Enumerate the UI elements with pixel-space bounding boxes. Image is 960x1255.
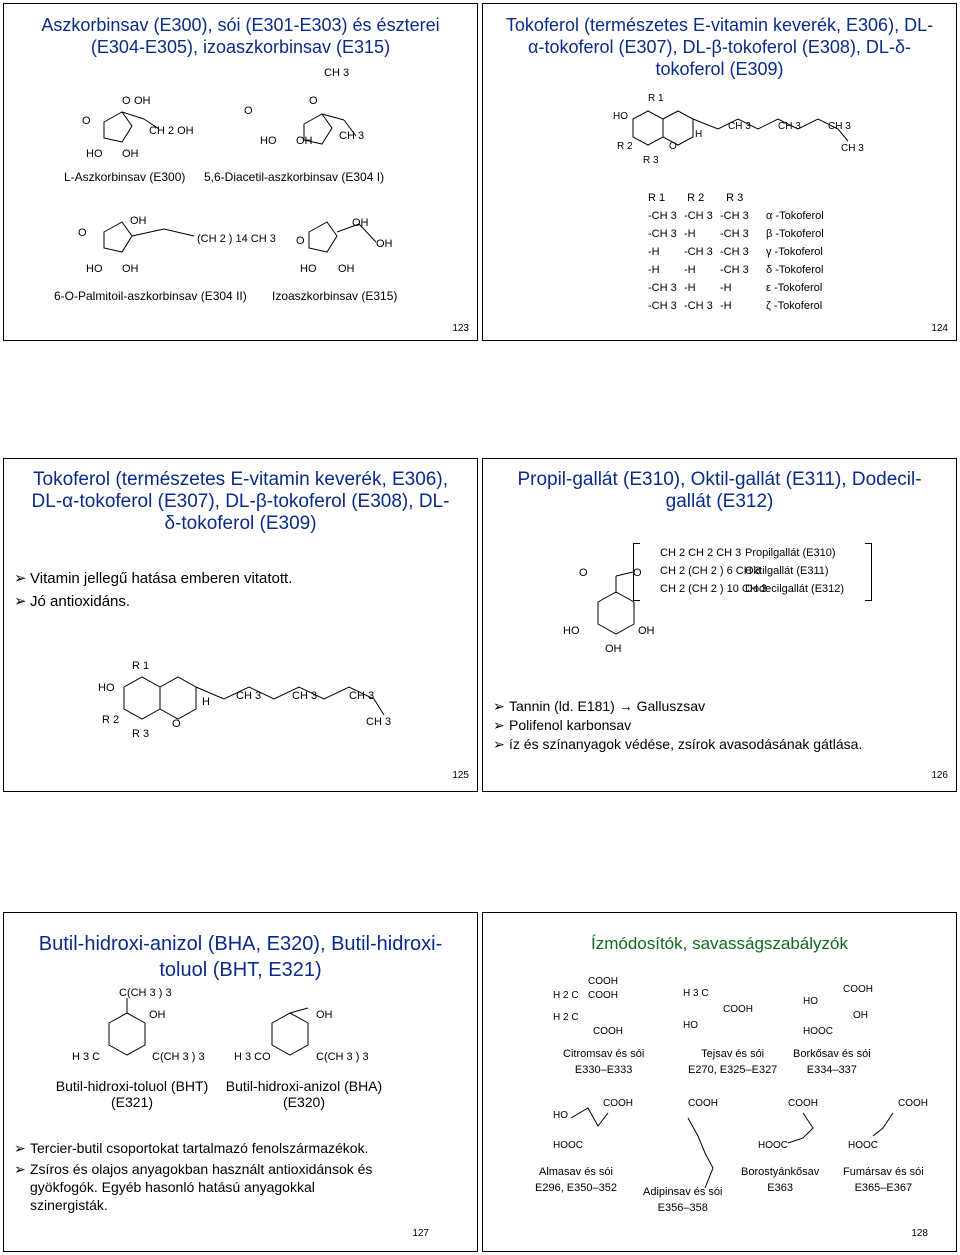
table-cell: -CH 3 bbox=[720, 210, 749, 222]
svg-text:CH 3: CH 3 bbox=[778, 121, 801, 132]
svg-text:R 1: R 1 bbox=[132, 660, 150, 672]
slide-title: Butil-hidroxi-anizol (BHA, E320), Butil-hidroxi-toluol (BHT, E321) bbox=[38, 933, 443, 981]
svg-text:O: O bbox=[82, 115, 91, 127]
svg-text:O: O bbox=[78, 227, 87, 239]
chain-dodecyl: CH 2 (CH 2 ) 10 CH 3 bbox=[660, 583, 767, 595]
acid-code: E356–358 bbox=[657, 1202, 708, 1214]
label-diacetyl: 5,6-Diacetil-aszkorbinsav (E304 I) bbox=[204, 170, 385, 184]
svg-text:OH: OH bbox=[316, 1009, 333, 1021]
structure-tocopherol bbox=[483, 89, 958, 199]
acid-code: E334–337 bbox=[806, 1064, 857, 1076]
structure-tocopherol-2 bbox=[4, 657, 479, 767]
acid-code: E270, E325–E327 bbox=[688, 1064, 778, 1076]
svg-text:HOOC: HOOC bbox=[803, 1026, 833, 1037]
acid-code: E296, E350–352 bbox=[535, 1182, 617, 1194]
svg-text:C(CH 3 ) 3: C(CH 3 ) 3 bbox=[316, 1051, 369, 1063]
svg-text:CH 3: CH 3 bbox=[366, 716, 392, 728]
acid-name: Borkősav és sói bbox=[793, 1048, 871, 1060]
svg-text:CH 3: CH 3 bbox=[324, 67, 350, 79]
svg-text:R 1: R 1 bbox=[648, 93, 664, 104]
table-cell: -CH 3 bbox=[648, 210, 677, 222]
structure-acids bbox=[483, 968, 958, 1188]
bullet-1: ➢ Tercier-butil csoportokat tartalmazó fenolszármazékok. bbox=[14, 1140, 369, 1156]
svg-text:HOOC: HOOC bbox=[758, 1140, 788, 1151]
svg-text:R 2: R 2 bbox=[102, 714, 120, 726]
svg-text:O: O bbox=[669, 141, 677, 152]
bullet-2b: gyökfogók. Egyéb hasonló hatású anyagokkal bbox=[30, 1179, 315, 1195]
chain-octyl: CH 2 (CH 2 ) 6 CH 3 bbox=[660, 565, 761, 577]
svg-text:O: O bbox=[296, 235, 305, 247]
svg-text:HO: HO bbox=[553, 1110, 568, 1121]
table-cell: -H bbox=[684, 282, 696, 294]
acid-label bbox=[843, 1166, 924, 1194]
acid-name: Borostyánkősav bbox=[741, 1166, 820, 1178]
table-cell: ζ -Tokoferol bbox=[766, 300, 823, 312]
table-cell: -CH 3 bbox=[720, 228, 749, 240]
slide-title: Tokoferol (természetes E-vitamin keverék, E306), DL-α-tokoferol (E307), DL-β-tokoferol (E308), DL-δ-tokoferol (E309) bbox=[31, 469, 450, 534]
label-ascorbic: L-Aszkorbinsav (E300) bbox=[64, 170, 186, 184]
svg-text:R 3: R 3 bbox=[643, 155, 659, 166]
svg-text:CH 3: CH 3 bbox=[828, 121, 851, 132]
acid-code: E363 bbox=[767, 1182, 793, 1194]
page-number: 128 bbox=[911, 1228, 928, 1239]
slide-125 bbox=[3, 458, 478, 792]
table-cell: β -Tokoferol bbox=[766, 228, 824, 240]
slide-126 bbox=[482, 458, 957, 792]
bracket-right bbox=[865, 543, 872, 601]
svg-text:OH: OH bbox=[338, 263, 355, 275]
bullet-2c: szinergisták. bbox=[30, 1197, 108, 1213]
name-propyl: Propilgallát (E310) bbox=[745, 547, 836, 559]
bullet-3: ➢ íz és színanyagok védése, zsírok avasodásának gátlása. bbox=[493, 736, 863, 752]
svg-text:COOH: COOH bbox=[843, 984, 873, 995]
acid-name: Fumársav és sói bbox=[843, 1166, 924, 1178]
table-cell: -CH 3 bbox=[648, 282, 677, 294]
svg-text:OH: OH bbox=[122, 263, 139, 275]
table-row bbox=[648, 261, 856, 279]
svg-text:HO: HO bbox=[98, 682, 115, 694]
svg-text:HOOC: HOOC bbox=[848, 1140, 878, 1151]
svg-text:HO: HO bbox=[683, 1020, 698, 1031]
bullet-2: ➢ Zsíros és olajos anyagokban használt antioxidánsok és bbox=[14, 1161, 373, 1177]
table-cell: -CH 3 bbox=[648, 228, 677, 240]
slide-128 bbox=[482, 912, 957, 1252]
svg-text:OH: OH bbox=[605, 643, 622, 655]
acid-name: Tejsav és sói bbox=[701, 1048, 765, 1060]
svg-text:O: O bbox=[244, 105, 253, 117]
slide-123 bbox=[3, 3, 478, 341]
acid-name: Citromsav és sói bbox=[563, 1048, 645, 1060]
svg-text:HO: HO bbox=[260, 135, 277, 147]
table-cell: -H bbox=[684, 264, 696, 276]
svg-text:CH 2 OH: CH 2 OH bbox=[149, 125, 194, 137]
svg-text:OH: OH bbox=[296, 135, 313, 147]
acid-label bbox=[535, 1166, 617, 1194]
table-cell: -CH 3 bbox=[684, 246, 713, 258]
label-bht: Butil-hidroxi-toluol (BHT) (E321) bbox=[55, 1078, 209, 1110]
table-cell: -CH 3 bbox=[720, 246, 749, 258]
slide-title: Tokoferol (természetes E-vitamin keverék, E306), DL-α-tokoferol (E307), DL-β-tokoferol (E308), DL-δ-tokoferol (E309) bbox=[505, 15, 934, 79]
svg-text:CH 3: CH 3 bbox=[236, 690, 262, 702]
label-palmitoyl: 6-O-Palmitoil-aszkorbinsav (E304 II) bbox=[54, 289, 247, 303]
svg-text:O: O bbox=[633, 567, 642, 579]
svg-text:HO: HO bbox=[563, 625, 580, 637]
svg-text:OH: OH bbox=[134, 95, 151, 107]
svg-text:H 2 C: H 2 C bbox=[553, 990, 579, 1001]
svg-text:OH: OH bbox=[376, 238, 393, 250]
svg-text:O: O bbox=[172, 718, 181, 730]
svg-text:OH: OH bbox=[352, 217, 369, 229]
table-cell: -H bbox=[648, 264, 660, 276]
page-number: 126 bbox=[931, 770, 948, 781]
svg-text:OH: OH bbox=[130, 215, 147, 227]
table-cell: γ -Tokoferol bbox=[766, 246, 823, 258]
svg-text:CH 3: CH 3 bbox=[339, 130, 365, 142]
table-cell: -H bbox=[720, 282, 732, 294]
table-cell: α -Tokoferol bbox=[766, 210, 824, 222]
svg-text:CH 3: CH 3 bbox=[349, 690, 375, 702]
acid-code: E365–E367 bbox=[854, 1182, 913, 1194]
tocopherol-table: R 1 R 2 R 3 -CH 3 -CH 3 -CH 3 α -Tokoferol -CH 3 -H -CH 3 β -Tokoferol -H -CH 3 -CH 3 γ -Tokoferol -H -H -CH 3 δ -Tokoferol -CH 3 -H -H ε -Tokoferol -CH 3 -CH 3 -H ζ -Tokoferol bbox=[648, 189, 856, 225]
label-bha: Butil-hidroxi-anizol (BHA) (E320) bbox=[225, 1078, 383, 1110]
svg-text:OH: OH bbox=[122, 148, 139, 160]
svg-text:H 3 C: H 3 C bbox=[683, 988, 709, 999]
svg-text:O: O bbox=[309, 95, 318, 107]
svg-text:HO: HO bbox=[86, 148, 103, 160]
svg-text:COOH: COOH bbox=[593, 1026, 623, 1037]
svg-text:R 3: R 3 bbox=[132, 728, 150, 740]
acid-name: Almasav és sói bbox=[538, 1166, 613, 1178]
svg-text:COOH: COOH bbox=[898, 1098, 928, 1109]
bullet-2: ➢ Polifenol karbonsav bbox=[493, 717, 632, 733]
svg-text:HO: HO bbox=[613, 111, 628, 122]
bullet-1: ➢ Vitamin jellegű hatása emberen vitatott. bbox=[14, 570, 293, 587]
svg-text:CH 3: CH 3 bbox=[841, 143, 864, 154]
bullet-1: ➢ Tannin (ld. E181) → Galluszsav bbox=[493, 698, 706, 714]
table-cell: -H bbox=[648, 246, 660, 258]
structure-ascorbic-acids bbox=[4, 64, 479, 364]
svg-text:O: O bbox=[122, 95, 131, 107]
svg-text:HO: HO bbox=[803, 996, 818, 1007]
table-cell: ε -Tokoferol bbox=[766, 282, 823, 294]
acid-label bbox=[688, 1048, 777, 1076]
table-row bbox=[648, 297, 856, 315]
slide-title: Propil-gallát (E310), Oktil-gallát (E311), Dodecil-gallát (E312) bbox=[517, 469, 922, 512]
svg-text:(CH 2 ) 14 CH 3: (CH 2 ) 14 CH 3 bbox=[197, 233, 276, 245]
name-dodecyl: Dodecilgallát (E312) bbox=[745, 583, 845, 595]
page-number: 123 bbox=[452, 323, 469, 334]
table-cell: -H bbox=[684, 228, 696, 240]
svg-text:COOH: COOH bbox=[588, 990, 618, 1001]
svg-text:COOH: COOH bbox=[588, 976, 618, 987]
svg-text:HO: HO bbox=[300, 263, 317, 275]
svg-text:H 3 CO: H 3 CO bbox=[234, 1051, 271, 1063]
page-number: 127 bbox=[412, 1228, 429, 1239]
svg-text:CH 3: CH 3 bbox=[292, 690, 318, 702]
page-number: 124 bbox=[931, 323, 948, 334]
svg-text:C(CH 3 ) 3: C(CH 3 ) 3 bbox=[119, 988, 172, 999]
table-row bbox=[648, 225, 856, 243]
page-number: 125 bbox=[452, 770, 469, 781]
svg-text:H 2 C: H 2 C bbox=[553, 1012, 579, 1023]
acid-name: Adipinsav és sói bbox=[643, 1186, 723, 1198]
svg-text:H: H bbox=[695, 129, 703, 140]
table-cell: -CH 3 bbox=[648, 300, 677, 312]
svg-text:OH: OH bbox=[638, 625, 655, 637]
svg-text:C(CH 3 ) 3: C(CH 3 ) 3 bbox=[152, 1051, 205, 1063]
svg-text:HO: HO bbox=[86, 263, 103, 275]
svg-text:H: H bbox=[202, 696, 210, 708]
svg-text:OH: OH bbox=[853, 1010, 868, 1021]
acid-label bbox=[793, 1048, 871, 1076]
table-cell: -H bbox=[720, 300, 732, 312]
chain-propyl: CH 2 CH 2 CH 3 bbox=[660, 547, 742, 559]
acid-label bbox=[643, 1186, 723, 1214]
slide-title: Aszkorbinsav (E300), sói (E301-E303) és észterei (E304-E305), izoaszkorbinsav (E315) bbox=[41, 15, 440, 57]
bracket-left bbox=[633, 543, 640, 601]
bullet-2: ➢ Jó antioxidáns. bbox=[14, 593, 131, 610]
table-cell: -CH 3 bbox=[684, 210, 713, 222]
slide-127 bbox=[3, 912, 478, 1252]
table-row bbox=[648, 243, 856, 261]
svg-text:O: O bbox=[579, 567, 588, 579]
table-row bbox=[648, 207, 856, 225]
acid-label bbox=[563, 1048, 644, 1076]
svg-text:COOH: COOH bbox=[603, 1098, 633, 1109]
svg-text:HOOC: HOOC bbox=[553, 1140, 583, 1151]
svg-text:R 2: R 2 bbox=[617, 141, 633, 152]
svg-text:COOH: COOH bbox=[723, 1004, 753, 1015]
table-cell: -CH 3 bbox=[720, 264, 749, 276]
table-row bbox=[648, 279, 856, 297]
name-octyl: Oktilgallát (E311) bbox=[745, 565, 829, 577]
table-cell: δ -Tokoferol bbox=[766, 264, 824, 276]
table-cell: -CH 3 bbox=[684, 300, 713, 312]
svg-text:OH: OH bbox=[149, 1009, 166, 1021]
svg-text:H 3 C: H 3 C bbox=[72, 1051, 101, 1063]
label-isoascorbic: Izoaszkorbinsav (E315) bbox=[272, 289, 398, 303]
acid-label bbox=[741, 1166, 819, 1194]
slide-title: Ízmódosítók, savasságszabályzók bbox=[590, 934, 848, 953]
svg-text:COOH: COOH bbox=[788, 1098, 818, 1109]
slide-124 bbox=[482, 3, 957, 341]
svg-text:COOH: COOH bbox=[688, 1098, 718, 1109]
acid-code: E330–E333 bbox=[574, 1064, 633, 1076]
svg-text:CH 3: CH 3 bbox=[728, 121, 751, 132]
